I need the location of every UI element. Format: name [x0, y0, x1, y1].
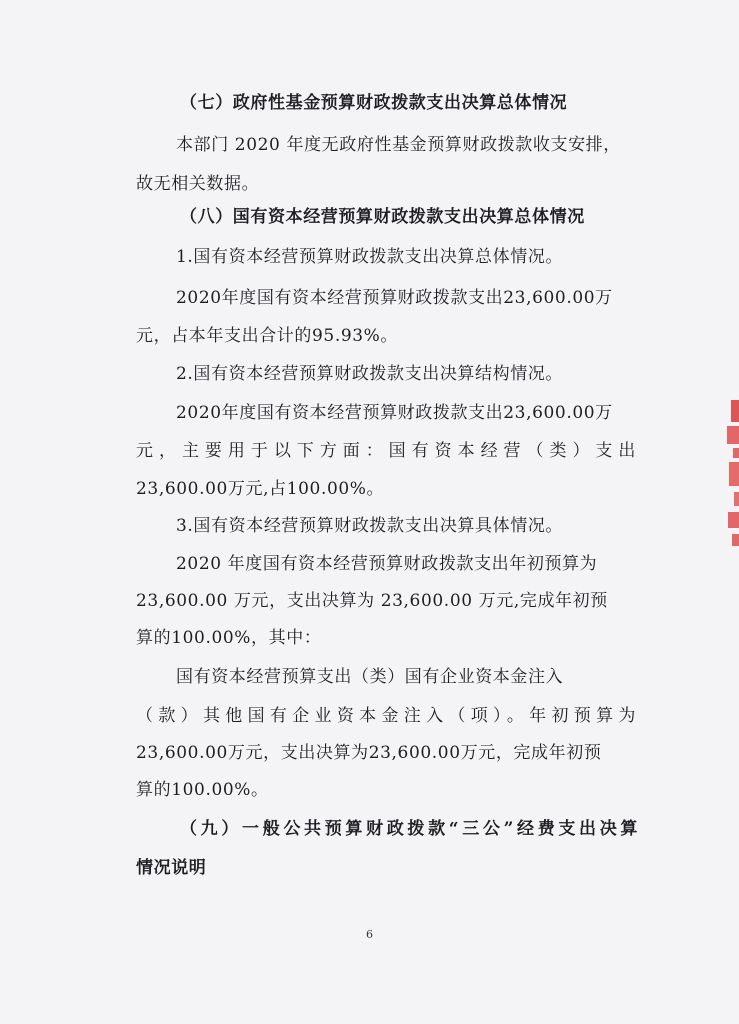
- paragraph-line: 2020年度国有资本经营预算财政拨款支出23,600.00万: [176, 403, 613, 423]
- paragraph-line: 23,600.00万元,占100.00%。: [136, 479, 385, 499]
- section-heading-9-cont: 情况说明: [136, 858, 207, 878]
- paragraph-line: 元，主要用于以下方面：国有资本经营（类）支出: [136, 441, 636, 461]
- section-heading-8: （八）国有资本经营预算财政拨款支出决算总体情况: [180, 207, 585, 227]
- page-number: 6: [366, 928, 373, 941]
- paragraph-line: 本部门 2020 年度无政府性基金预算财政拨款收支安排，: [176, 135, 621, 155]
- paragraph-line: 故无相关数据。: [136, 174, 260, 194]
- subheading-8-3: 3.国有资本经营预算财政拨款支出决算具体情况。: [176, 516, 564, 536]
- paragraph-line: 算的100.00%，其中：: [136, 628, 322, 648]
- paragraph-line: （款）其他国有企业资本金注入（项）。年初预算为: [136, 706, 636, 726]
- paragraph-line: 2020 年度国有资本经营预算财政拨款支出年初预算为: [176, 554, 598, 574]
- paragraph-line: 2020年度国有资本经营预算财政拨款支出23,600.00万: [176, 288, 613, 308]
- paragraph-line: 算的100.00%。: [136, 780, 269, 800]
- section-heading-7: （七）政府性基金预算财政拨款支出决算总体情况: [180, 93, 568, 113]
- paragraph-line: 23,600.00万元，支出决算为23,600.00万元，完成年初预: [136, 743, 602, 763]
- subheading-8-1: 1.国有资本经营预算财政拨款支出决算总体情况。: [176, 247, 564, 267]
- subheading-8-2: 2.国有资本经营预算财政拨款支出决算结构情况。: [176, 364, 564, 384]
- paragraph-line: 国有资本经营预算支出（类）国有企业资本金注入: [176, 667, 564, 687]
- section-heading-9: （九）一般公共预算财政拨款“三公”经费支出决算: [180, 819, 638, 839]
- paragraph-line: 元，占本年支出合计的95.93%。: [136, 326, 399, 346]
- paragraph-line: 23,600.00 万元，支出决算为 23,600.00 万元,完成年初预: [136, 591, 608, 611]
- seal-stamp-fragment: [725, 400, 739, 550]
